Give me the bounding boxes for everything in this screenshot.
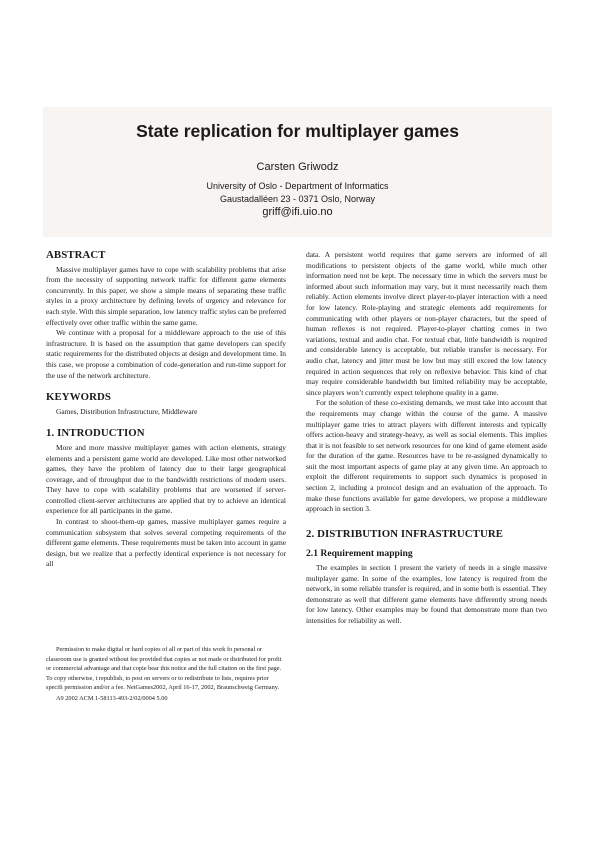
abstract-paragraph-1: Massive multiplayer games have to cope with scalability problems that arise from the necessity of supporting network traffic for different game elements concurrently. In this paper, we show a simple means of separating these traffic styles in a proxy architecture by defining levels of urgency and relevance for each style. With this simple separation, low latency traffic styles can be preferred effectively over other traffic within the same game. bbox=[46, 264, 286, 327]
introduction-paragraph-2: In contrast to shoot-them-up games, massive multiplayer games require a communication subsystem that solves several competing requirements of the different game elements. These requirements must be taken into account in game design, but we realize that a perfectly identical experience is not necessary for all bbox=[46, 517, 286, 569]
keywords-text: Games, Distribution Infrastructure, Middleware bbox=[56, 406, 198, 416]
abstract-paragraph-2: We continue with a proposal for a middleware approach to the use of this infrastructure. It is based on the assumption that game developers can specify static requirements for the distributed objects at design and development time. In this case, we propose a combination of code-generation and run-time support for the use of the network architecture. bbox=[46, 328, 286, 380]
introduction-heading: 1. INTRODUCTION bbox=[46, 427, 145, 440]
left-column bbox=[46, 250, 286, 570]
affiliation-line-2: Gaustadalléen 23 - 0371 Oslo, Norway bbox=[219, 194, 376, 204]
copyright-footnote bbox=[46, 645, 286, 704]
section-2-1-heading: 2.1 Requirement mapping bbox=[306, 548, 413, 560]
copyright-line: A9 2002 ACM 1-58113-493-2/02/0004 5.00 bbox=[56, 694, 168, 702]
right-column bbox=[306, 250, 547, 627]
section-2-heading: 2. DISTRIBUTION INFRASTRUCTURE bbox=[306, 527, 504, 540]
permission-notice: Permission to make digital or hard copies of all or part of this work fo personal or classroom use is granted without fee provided that copies ar not made or distributed for profit or commercial advantage and that copie bear this notice and the full citation on the first page. To copy otherwise, t republish, to post on servers or to redistribute to lists, requires prior specifi permission and/or a fee. NetGames2002, April 16-17, 2002, Braunschweig Germany. bbox=[46, 646, 282, 692]
body-paragraph-1: data. A persistent world requires that game servers are informed of all modifications to persistent objects of the game world, while much other information need not be kept. The necessary time in which the servers must be informed about such information may vary, but it must necessarily reach them reliably. Action elements involve direct player-to-player interaction with a need for low latency. Role-playing and strategic elements add requirements for communicating with other players or non-player characters, but the speed of human reflexes is not required. Player-to-player chatting comes in two variations, textual and audio chat. For textual chat, little bandwidth is required and considerable latency is acceptable, but reliable transfer is necessary. For audio chat, latency and jitter must be low but may still exceed the low latency required in action sequences that rely on reflexive behavior. This kind of chat may require considerable bandwidth but limited reliability may be acceptable, since players won’t currently expect telephone quality in a game. bbox=[306, 250, 547, 397]
body-paragraph-3: The examples in section 1 present the variety of needs in a single massive multplayer game. In some of the examples, low latency is required from the network, in some reliable transfer is required, and in some both is essential. They demonstrate as well that different game elements have differently strong needs for low latency. Other examples may be found that demonstrate more than two intensities for reliability as well. bbox=[306, 563, 547, 625]
author-email: griff@ifi.uio.no bbox=[262, 206, 333, 218]
abstract-heading: ABSTRACT bbox=[46, 249, 106, 261]
introduction-paragraph-1: More and more massive multiplayer games with action elements, strategy elements and a persistent game world are developed. Like most other networked games, they have the problem of latency due to their large geographical coverage, and of throughput due to the bandwidth restrictions of modern users. They have to cope with scalability problems that are worsened if server-controlled client-server architectures are applied that try to achieve an identical experience for all participants in the game. bbox=[46, 442, 286, 516]
body-paragraph-2: For the solution of these co-existing demands, we must take into account that the requirements may change within the course of the game. A massive multiplayer game tries to attract players with different interests and typically offers action-heavy and strategy-heavy, as well as social elements. This implies that it is not feasible to set network resources for one kind of game element aside for the duration of the game. Resources have to be re-assigned dynamically to suit the most important aspects of game play at any given time. An approach to exploit the different requirements to support such dynamics is proposed in section 2, including a protocol design and an evaluation of the approach. To make these functions available for game developers, we propose a middleware approach in section 3. bbox=[306, 398, 547, 514]
paper-title: State replication for multiplayer games bbox=[136, 121, 459, 141]
keywords-heading: KEYWORDS bbox=[46, 391, 111, 404]
affiliation-line-1: University of Oslo - Department of Informatics bbox=[206, 181, 389, 191]
author-name: Carsten Griwodz bbox=[256, 161, 339, 173]
